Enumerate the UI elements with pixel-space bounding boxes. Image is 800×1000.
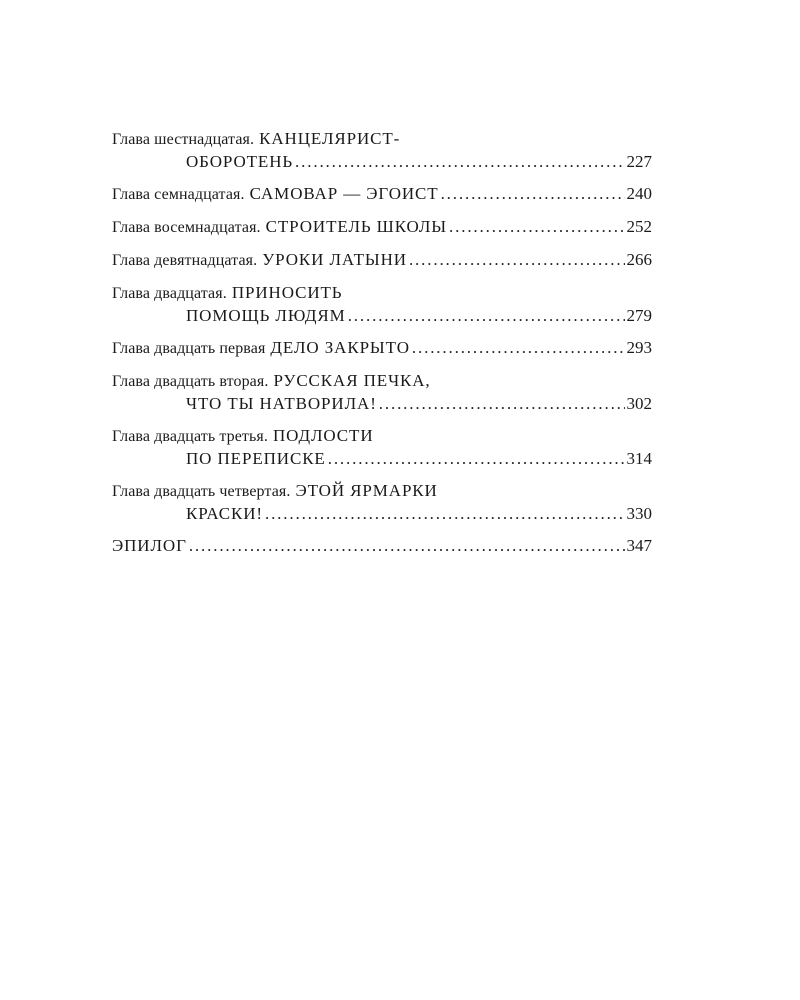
page-number: 302 <box>626 394 652 413</box>
dot-leader <box>449 216 624 238</box>
toc-entry[interactable] <box>112 128 652 173</box>
chapter-title: УРОКИ ЛАТЫНИ <box>262 250 407 269</box>
page-number: 347 <box>626 536 652 555</box>
chapter-title-continued: ЧТО ТЫ НАТВОРИЛА! <box>186 394 377 413</box>
chapter-label: Глава двадцатая. <box>112 285 227 302</box>
page-number: 314 <box>626 449 652 468</box>
chapter-title: КАНЦЕЛЯРИСТ- <box>259 129 401 148</box>
chapter-title: ЭТОЙ ЯРМАРКИ <box>295 481 438 500</box>
dot-leader <box>348 305 625 327</box>
toc-entry[interactable] <box>112 249 652 272</box>
dot-leader <box>379 393 625 415</box>
chapter-title-continued: ПО ПЕРЕПИСКЕ <box>186 449 326 468</box>
chapter-title: ПРИНОСИТЬ <box>231 283 343 302</box>
toc-entry[interactable] <box>112 183 652 206</box>
chapter-label: Глава двадцать четвертая. <box>112 483 291 500</box>
chapter-label: Глава двадцать вторая. <box>112 373 269 390</box>
toc-entry[interactable] <box>112 337 652 360</box>
chapter-title-continued: ОБОРОТЕНЬ <box>186 152 294 171</box>
page-number: 252 <box>626 217 652 236</box>
page-number: 330 <box>626 504 652 523</box>
chapter-label: Глава двадцать первая <box>112 340 266 357</box>
page-number: 266 <box>626 250 652 269</box>
toc-entry[interactable] <box>112 370 652 415</box>
chapter-title: ДЕЛО ЗАКРЫТО <box>270 338 410 357</box>
toc-entry[interactable] <box>112 480 652 525</box>
toc-entry[interactable] <box>112 216 652 239</box>
toc-entry[interactable] <box>112 425 652 470</box>
dot-leader <box>328 448 625 470</box>
page-number: 293 <box>626 338 652 357</box>
table-of-contents <box>112 128 652 567</box>
dot-leader <box>295 151 624 173</box>
chapter-label: Глава семнадцатая. <box>112 186 245 203</box>
dot-leader <box>412 337 625 359</box>
chapter-label: Глава девятнадцатая. <box>112 252 258 269</box>
dot-leader <box>265 503 625 525</box>
toc-entry-epilogue[interactable] <box>112 535 652 557</box>
chapter-label: Глава двадцать третья. <box>112 428 268 445</box>
page-number: 279 <box>626 306 652 325</box>
chapter-title: ПОДЛОСТИ <box>272 426 374 445</box>
chapter-label: Глава восемнадцатая. <box>112 219 261 236</box>
chapter-title: СТРОИТЕЛЬ ШКОЛЫ <box>265 217 448 236</box>
dot-leader <box>409 249 625 271</box>
chapter-label: Глава шестнадцатая. <box>112 131 255 148</box>
page-number: 227 <box>626 152 652 171</box>
page-number: 240 <box>626 184 652 203</box>
chapter-title-continued: КРАСКИ! <box>186 504 263 523</box>
dot-leader <box>441 183 625 205</box>
dot-leader <box>189 535 625 557</box>
toc-entry[interactable] <box>112 282 652 327</box>
chapter-title: ЭПИЛОГ <box>112 536 187 555</box>
chapter-title: РУССКАЯ ПЕЧКА, <box>273 371 431 390</box>
chapter-title: САМОВАР — ЭГОИСТ <box>249 184 439 203</box>
chapter-title-continued: ПОМОЩЬ ЛЮДЯМ <box>186 306 346 325</box>
